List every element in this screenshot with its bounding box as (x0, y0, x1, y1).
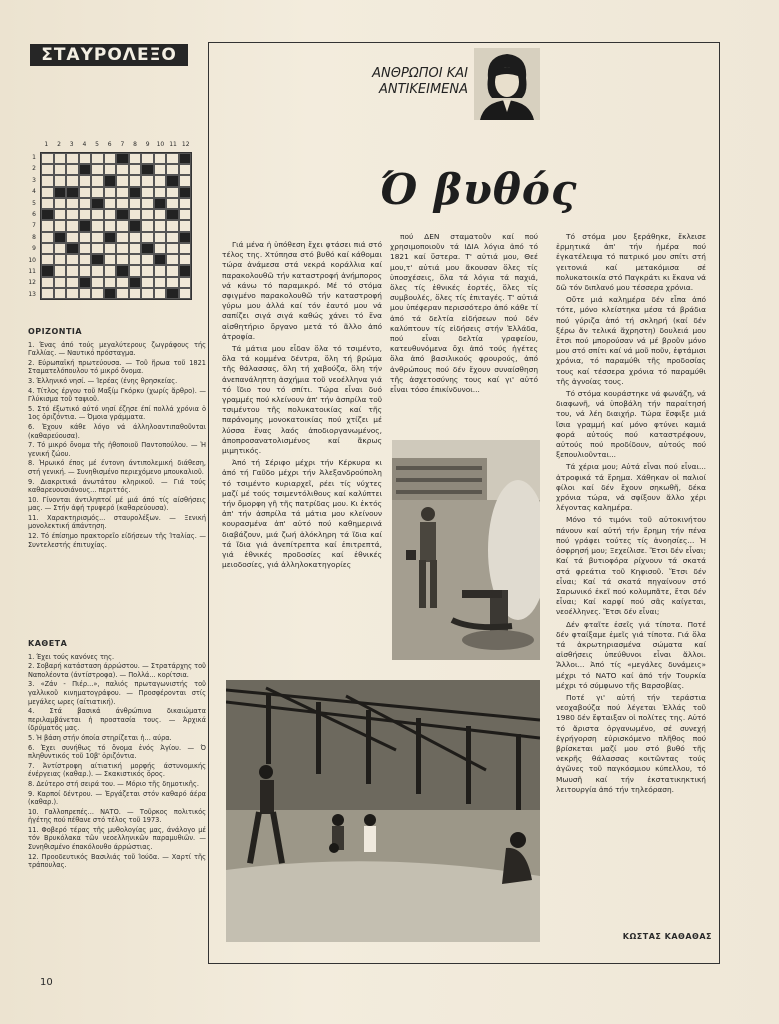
row-numbers (26, 152, 38, 300)
grid-cell[interactable] (116, 277, 129, 288)
grid-cell[interactable] (66, 175, 79, 186)
grid-cell[interactable] (129, 198, 142, 209)
grid-cell[interactable] (154, 175, 167, 186)
grid-cell[interactable] (79, 288, 92, 299)
grid-cell[interactable] (91, 164, 104, 175)
grid-cell[interactable] (41, 153, 54, 164)
column-number: 1 (44, 141, 49, 148)
grid-cell[interactable] (54, 209, 67, 220)
across-heading: ΟΡΙΖΟΝΤΙΑ (28, 327, 83, 336)
grid-cell[interactable] (54, 153, 67, 164)
grid-cell[interactable] (141, 175, 154, 186)
column-rubric: ΑΝΘΡΩΠΟΙ ΚΑΙ ΑΝΤΙΚΕΙΜΕΝΑ (372, 66, 468, 97)
grid-cell[interactable] (179, 220, 192, 231)
grid-cell[interactable] (104, 153, 117, 164)
grid-cell[interactable] (154, 232, 167, 243)
black-square (129, 220, 142, 231)
grid-cell[interactable] (154, 265, 167, 276)
row-number: 11 (28, 267, 36, 275)
grid-cell[interactable] (116, 164, 129, 175)
grid-cell[interactable] (141, 198, 154, 209)
article-byline: ΚΩΣΤΑΣ ΚΑΘΑΘΑΣ (622, 932, 712, 941)
grid-cell[interactable] (41, 277, 54, 288)
clue: 9. Καρποί δέντρου. — Έργάζεται στόν καθαρό άέρα (καθαρ.). (28, 789, 206, 807)
grid-cell[interactable] (141, 232, 154, 243)
clue: 4. Τίτλος έργου τοῦ Μαξίμ Γκόρκυ (χωρίς ἄρθρο). — Γλύκισμα τοῦ ταψιοῦ. (28, 386, 206, 404)
row-number: 9 (32, 245, 36, 253)
column-number: 2 (57, 141, 61, 148)
clue: 8. Ήρωικό έπος μέ έντονη άντιπολεμική διάθεση, στή γενική. — Συνηθισμένο περιεχόμενο μπουκαλιοῦ. (28, 459, 206, 476)
article-column-1 (222, 240, 382, 573)
grid-cell[interactable] (166, 243, 179, 254)
page-number: 10 (40, 977, 53, 988)
grid-cell[interactable] (166, 254, 179, 265)
black-square (66, 243, 79, 254)
grid-cell[interactable] (179, 254, 192, 265)
grid-cell[interactable] (91, 153, 104, 164)
grid-cell[interactable] (141, 288, 154, 299)
grid-cell[interactable] (129, 153, 142, 164)
grid-cell[interactable] (66, 232, 79, 243)
grid-cell[interactable] (91, 277, 104, 288)
grid-cell[interactable] (54, 277, 67, 288)
grid-cell[interactable] (91, 175, 104, 186)
clue: 8. Δεύτερο στή σειρά του. — Μόριο τῆς δημοτικῆς. (28, 779, 199, 788)
grid-cell[interactable] (91, 187, 104, 198)
clue: 12. Προοδευτικός Βασιλιάς τοῦ Ίούδα. — Χαρτί τῆς τράπουλας. (28, 852, 206, 870)
grid-cell[interactable] (104, 198, 117, 209)
grid-cell[interactable] (41, 164, 54, 175)
grid-cell[interactable] (116, 187, 129, 198)
black-square (129, 277, 142, 288)
clue: 2. Σοβαρή κατάσταση άρρώστου. — Στρατάρχης τοῦ Ναπολέοντα (άντίστροφα). — Πολλά... κορίτσια. (28, 662, 206, 679)
column-numbers (40, 140, 192, 150)
grid-cell[interactable] (129, 254, 142, 265)
article-paragraph: Τό στόμα κουράστηκε νά φωνάζη, νά διαφωνῆ, νά ὑποβάλη τήν παραίτησή του, νά λέη διαιχήρ. Τώρα ἔσφιξε μιά ἴσια γραμμή καί μόνο φτύνει καμιά φορά αὐτούς πού καταστρέφουν, αὐτούς πού προδίδουν, αὐτούς πού ξεπουλιοῦνται... (556, 389, 706, 460)
grid-cell[interactable] (154, 164, 167, 175)
grid-cell[interactable] (104, 187, 117, 198)
grid-cell[interactable] (179, 288, 192, 299)
grid-cell[interactable] (41, 254, 54, 265)
clue: 1. Έχει τούς κανόνες της. (28, 652, 115, 661)
row-number: 6 (32, 210, 36, 218)
grid-cell[interactable] (104, 220, 117, 231)
photo-worker-tank (392, 440, 540, 660)
grid-cell[interactable] (104, 265, 117, 276)
grid-cell[interactable] (129, 164, 142, 175)
grid-cell[interactable] (66, 277, 79, 288)
grid-cell[interactable] (79, 265, 92, 276)
article-paragraph: Δέν φταῖτε ἐσεῖς γιά τίποτα. Ποτέ δέν φταίξαμε ἐμεῖς γιά τίποτα. Γιά ὅλα τά ἀκρωτηριασμένα σώματα καί αἰσθήσεις ὑπεύθυνοι εἶναι ἄλλοι. Ἄλλοι... Ἀπό τίς «μεγάλες δυνάμεις» μέχρι τό ΝΑΤΟ καί ἀπό τήν Τουρκία μέχρι τό σύμφωνο τῆς Βαρσοβίας. (556, 619, 706, 690)
grid-cell[interactable] (116, 175, 129, 186)
black-square (179, 153, 192, 164)
grid-cell[interactable] (79, 232, 92, 243)
black-square (54, 187, 67, 198)
grid-cell[interactable] (166, 277, 179, 288)
grid-cell[interactable] (104, 254, 117, 265)
grid-cell[interactable] (79, 175, 92, 186)
grid-cell[interactable] (129, 209, 142, 220)
article-paragraph: Τό στόμα μου ξεράθηκε, ἔκλεισε ἑρμητικά ἀπ' τήν ἡμέρα πού ἐγκατέλειψα τό πατρικό μου σπίτι στή γειτονιά καί μετακόμισα σέ πολυκατοικία στό Παγκράτι κι ἔκανα νά δῶ τόν διπλανό μου τέσσερα χρόνια. (556, 232, 706, 293)
column-number: 8 (133, 141, 137, 148)
grid-cell[interactable] (179, 209, 192, 220)
black-square (179, 187, 192, 198)
column-number: 11 (169, 141, 177, 148)
grid-cell[interactable] (79, 209, 92, 220)
grid-cell[interactable] (116, 198, 129, 209)
black-square (154, 254, 167, 265)
grid-cell[interactable] (54, 198, 67, 209)
article-paragraph: Τά μάτια μου εἶδαν ὅλα τό τσιμέντο, ὅλα τά κομμένα δέντρα, ὅλη τή βρώμα τῆς θάλασσας, ὅλη τή χαβούζα, ὅλη τήν ἀνεπανάληπτη ἀσχήμια τοῦ νεοέλληνα γιά τό ἴδιο του τό σπίτι. Τώρα εἶναι δυό γραμμές πού κλείνουν ἀπ' τήν ἀσπρίλα τοῦ τσιμέντου τῆς πολυκατοικίας καί τῆς παράνομης μονοκατοικίας πού χτίζει μέ λύσσα ἕνας λαός ἀποδιοργανωμένος, ἀποπροσανατολισμένος καί ἄκρως μιμητικός. (222, 344, 382, 456)
grid-cell[interactable] (66, 220, 79, 231)
grid-cell[interactable] (179, 243, 192, 254)
grid-cell[interactable] (179, 277, 192, 288)
grid-cell[interactable] (166, 198, 179, 209)
author-portrait (474, 48, 540, 120)
grid-cell[interactable] (141, 254, 154, 265)
grid-cell[interactable] (66, 153, 79, 164)
black-square (104, 232, 117, 243)
grid-cell[interactable] (54, 243, 67, 254)
article-column-2 (390, 232, 538, 397)
across-clues (28, 328, 206, 550)
clue: 2. Εύρωπαϊκή πρωτεύουσα. — Τοῦ ἥρωα τοῦ 1821 Σταματελόπουλου τό μικρό ὄνομα. (28, 358, 206, 376)
column-number: 12 (181, 141, 190, 148)
black-square (179, 232, 192, 243)
grid-cell[interactable] (179, 198, 192, 209)
grid-cell[interactable] (166, 232, 179, 243)
grid-cell[interactable] (91, 265, 104, 276)
grid-cell[interactable] (104, 277, 117, 288)
black-square (116, 265, 129, 276)
grid-cell[interactable] (91, 220, 104, 231)
black-square (79, 220, 92, 231)
grid-cell[interactable] (66, 209, 79, 220)
clue: 6. Έχουν κάθε λόγο νά άλληλοαντιπαθοῦνται (καθαρεύουσα). (28, 422, 206, 440)
article-headline: Ό βυθός (380, 165, 578, 214)
grid-cell[interactable] (66, 288, 79, 299)
column-number: 4 (82, 141, 87, 148)
clue: 1. Ένας άπό τούς μεγαλύτερους ζωγράφους τής Γαλλίας. — Ναυτικό πρόσταγμα. (28, 340, 206, 358)
grid-cell[interactable] (141, 220, 154, 231)
photo-worker-tank-image (392, 440, 540, 660)
article-column-3 (556, 232, 706, 797)
clue: 9. Διακριτικά άνωτάτου κληρικοῦ. — Γιά τούς καθαρευουσιάνους... περιττός. (28, 477, 206, 495)
black-square (41, 265, 54, 276)
clue: 3. «Ζάν - Πιέρ...», παλιός πρωταγωνιστής τοῦ γαλλικοῦ κινηματογράφου. — Προσφέρονται στίς μεγάλες ωρες (αίτιατική). (28, 680, 206, 706)
grid-cell[interactable] (104, 243, 117, 254)
article-paragraph: Ἀπό τή Σέριφο μέχρι τήν Κέρκυρα κι ἀπό τή Γαῦδο μέχρι τήν Ἀλεξανδρούπολη τό τσιμέντο κυριαρχεῖ, ρέει τίς νύχτες μαζί μέ τούς τσιμεντόλιθους καί καλύπτει τήν ὄμορφη γῆ τῆς πατρίδας μου. Κι ἐκτός ἀπ' τήν ἀσπρίλα τά μάτια μου κλείνουν κουρασμένα ἀπ' αὐτό πού καθημερινά διαβάζουν, μιά ζωή ἀλόκληρη τά ἴδια καί τά ἴδια γιά ἀνεπίτρεπτα καί ἐπιτρεπτά, γιά ἐθνικές προδοσίες καί ἐθνικές μειοδοσίες, γιά ἀλληλοκατηγορίες (222, 458, 382, 570)
grid-cell[interactable] (129, 243, 142, 254)
black-square (179, 265, 192, 276)
black-square (79, 164, 92, 175)
grid-cell[interactable] (154, 243, 167, 254)
grid-cell[interactable] (91, 243, 104, 254)
black-square (129, 187, 142, 198)
grid-cell[interactable] (91, 232, 104, 243)
article-paragraph: Μόνο τό τιμόνι τοῦ αὐτοκινήτου πάνουν καί αὐτή τήν ἔρημη τήν πένα πού γράφει τούτες τίς ἀνοησίες... Ἡ ὀσφρησή μου; Ξεχείλισε. Ἔτσι δέν εἶναι; Καί τά βυτιοφόρα ρίχνουν τά σκατά στά φρεάτια τοῦ Κηφισοῦ. Ἔτσι δέν εἶναι; Καί τά σκατά πηγαίνουν στό Σαρωνικό ἐκεῖ πού κολυμπᾶτε, ἔτσι δέν εἶναι; Καί καρφί πού σᾶς καίγεται, νεοέλληνες. Ἔτσι δέν εἶναι; (556, 515, 706, 617)
clue: 11. Χαρακτηρισμός... σταυρολέξων. — Ξενική μονολεκτική άπάντηση. (28, 513, 206, 531)
black-square (54, 232, 67, 243)
row-number: 13 (28, 290, 36, 298)
grid-cell[interactable] (129, 232, 142, 243)
portrait-image (474, 48, 540, 120)
row-number: 4 (32, 188, 36, 196)
grid-cell[interactable] (166, 153, 179, 164)
down-clues (28, 640, 206, 871)
row-number: 2 (32, 165, 36, 173)
grid-cell[interactable] (41, 220, 54, 231)
grid-cell[interactable] (91, 288, 104, 299)
grid-cell[interactable] (41, 198, 54, 209)
grid-cell[interactable] (54, 265, 67, 276)
grid-cell[interactable] (79, 187, 92, 198)
black-square (154, 198, 167, 209)
grid-cell[interactable] (179, 164, 192, 175)
grid-cell[interactable] (104, 209, 117, 220)
column-number: 6 (107, 141, 112, 148)
grid-cell[interactable] (129, 265, 142, 276)
grid-cell[interactable] (154, 209, 167, 220)
grid-cell[interactable] (166, 220, 179, 231)
black-square (141, 243, 154, 254)
grid-cell[interactable] (141, 187, 154, 198)
grid-cell[interactable] (79, 243, 92, 254)
grid-cell[interactable] (66, 164, 79, 175)
black-square (91, 198, 104, 209)
crossword-grid[interactable] (40, 152, 192, 300)
photo-pier-beach (226, 680, 540, 942)
crossword-grid-block (26, 140, 196, 300)
grid-cell[interactable] (79, 198, 92, 209)
row-number: 1 (32, 154, 36, 161)
grid-cell[interactable] (41, 288, 54, 299)
black-square (116, 209, 129, 220)
grid-cell[interactable] (129, 288, 142, 299)
grid-cell[interactable] (116, 220, 129, 231)
clue: 5. Ἡ βάση στήν όποία στηρίζεται ἡ... αύρα. (28, 733, 172, 742)
grid-cell[interactable] (116, 232, 129, 243)
grid-cell[interactable] (54, 220, 67, 231)
grid-cell[interactable] (104, 164, 117, 175)
grid-cell[interactable] (116, 288, 129, 299)
black-square (166, 175, 179, 186)
grid-cell[interactable] (154, 153, 167, 164)
clue: 10. Γαλλοπρεπές... ΝΑΤΟ. — Τοῦρκος πολιτικός ἡγέτης πού πέθανε στό τέλος τοῦ 1973. (28, 807, 206, 825)
black-square (116, 153, 129, 164)
article-paragraph: Τά χέρια μου; Αὐτά εἶναι πού εἶναι... ἀτροφικά τά ἔρημα. Χάθηκαν οἱ παλιοί φίλοι καί δέν ἔχουν σηκωθῆ, δέκα χρόνια τώρα, νά σφίξουν ἄλλο χέρι λέγοντας καλημέρα. (556, 462, 706, 513)
down-heading: ΚΑΘΕΤΑ (28, 639, 68, 648)
article-paragraph: πού ΔΕΝ σταματοῦν καί πού χρησιμοποιοῦν τά ΙΔΙΑ λόγια ἀπό τό 1821 καί ὕστερα. Τ' αὐτιά μου, Θεέ μου,τ' αὐτιά μου ἄκουσαν ὅλες τίς ὑποσχέσεις, ὅλα τά λόγια τά παχιά, ὅλες τίς ἐθνικές ἑορτές, ὅλες τίς συμβουλές, ὅλες τίς ἐπιταγές. Τ' αὐτιά μου ὑπέφεραν περισσότερο ἀπό κάθε τί ἀπό τά δελτία εἰδήσεων πού δέν καλύπτουν τίς εἰδήσεις στήν Ἑλλάδα, πού εἶναι δελτία γραφείου, κατευθυνόμενα ὄχι ἀπό τούς ἡγέτες ὅλα ἀπό βασιλικούς φρουρούς, ἀπό ἀνθρώπους πού δέν ἔχουν συναίσθηση τῆς ἀσχετοσύνης τους καί γι' αὐτό εἶναι τόσο ἐπικίνδυνοι... (390, 232, 538, 395)
row-number: 3 (32, 176, 36, 184)
black-square (104, 175, 117, 186)
column-number: 10 (156, 141, 165, 148)
grid-cell[interactable] (179, 175, 192, 186)
article-paragraph: Οὔτε μιά καλημέρα δέν εἶπα ἀπό τότε, μόνο κλείστηκα μέσα τά βράδια πού γύριζα ἀπό τή σκληρή (καί δέν ξέρω ἄν τελικά ἄχρηστη) δουλειά μου ἔτσι πού μπορούσαν νά μέ βροῦν μόνο μου στό σπίτι καί νά μοῦ ποῦν, ἐφτάμισι χρόνια, τό παραμύθι τῆς προδοσίας τους καί τέσσερα χρόνια τό παραμύθι τῆς ἀγνοίας τους. (556, 295, 706, 386)
grid-cell[interactable] (66, 254, 79, 265)
row-number: 5 (32, 199, 36, 207)
grid-cell[interactable] (154, 288, 167, 299)
grid-cell[interactable] (166, 265, 179, 276)
crossword-title: ΣΤΑΥΡΟΛΕΞΟ (30, 44, 188, 66)
row-number: 10 (28, 256, 36, 264)
column-number: 5 (95, 141, 99, 148)
grid-cell[interactable] (66, 265, 79, 276)
clue: 6. Έχει συνήθως τό ὄνομα ἑνός Άγίου. — Ό πληθυντικός τοῦ 10β' ὁριζόντια. (28, 743, 206, 761)
grid-cell[interactable] (54, 175, 67, 186)
grid-cell[interactable] (154, 277, 167, 288)
black-square (79, 277, 92, 288)
grid-cell[interactable] (166, 187, 179, 198)
column-number: 3 (69, 141, 74, 148)
article-paragraph: Γιά μένα ἡ ὑπόθεση ἔχει φτάσει πιά στό τέλος της. Χτύπησα στό βυθό καί κάθομαι τώρα ἀνάμεσα στά νεκρά κοράλλια καί παρακολουθῶ τήν καταστροφή ἀνήμπορος νά κάνω τό παραμικρό. Μέ τό στόμα σφιγμένο παρακολουθῶ τήν καταστροφή γύρω μου ἀλλά καί τόν ἑαυτό μου νά σαπίζει σιγά σιγά καθώς χάνει τό ἕνα αἰσθητήριο ὄργανο μετά τό ἄλλο ἀπό ἀτροφία. (222, 240, 382, 341)
clue: 4. Στά βασικά άνθρώπινα δικαιώματα περιλαμβάνεται ἡ προστασία τους. — Άρχικά ίδρύματός μας. (28, 707, 206, 733)
grid-cell[interactable] (41, 243, 54, 254)
grid-cell[interactable] (141, 153, 154, 164)
clue: 3. Έλληνικό νησί. — Ίερέας (ένης θρησκείας. (28, 376, 178, 385)
grid-cell[interactable] (141, 209, 154, 220)
clue: 5. Στό έξωτικό αύτό νησί έζησε έπί πολλά χρόνια ὁ 1ος ὁριζόντια. — Όμοια γράμματα. (28, 404, 206, 422)
grid-cell[interactable] (91, 209, 104, 220)
grid-cell[interactable] (54, 254, 67, 265)
grid-cell[interactable] (54, 164, 67, 175)
grid-cell[interactable] (41, 187, 54, 198)
photo-pier-beach-image (226, 680, 540, 942)
grid-cell[interactable] (116, 243, 129, 254)
show-through-text (545, 50, 715, 110)
column-number: 9 (145, 141, 150, 148)
grid-cell[interactable] (154, 220, 167, 231)
grid-cell[interactable] (141, 265, 154, 276)
grid-cell[interactable] (41, 175, 54, 186)
grid-cell[interactable] (116, 254, 129, 265)
column-number: 7 (120, 141, 125, 148)
clue: 10. Γίνονται άντιληπτοί μέ μιά άπό τίς αίσθήσεις μας. — Στήν άφή τρυφερό (καθαρεύουσα). (28, 495, 206, 513)
black-square (104, 288, 117, 299)
grid-cell[interactable] (166, 164, 179, 175)
clue: 7. Τό μικρό ὄνομα τῆς ἠθοποιοῦ Παντοπούλου. — Ἡ γενική ζώου. (28, 441, 206, 458)
black-square (91, 254, 104, 265)
black-square (166, 209, 179, 220)
black-square (41, 209, 54, 220)
grid-cell[interactable] (129, 175, 142, 186)
clue: 7. Άντίστροφη αίτιατική μορφής άστυνομικής ένέργειας (καθαρ.). — Σκακιστικός ὅρος. (28, 761, 206, 779)
row-number: 8 (32, 233, 36, 241)
grid-cell[interactable] (79, 254, 92, 265)
black-square (141, 164, 154, 175)
grid-cell[interactable] (79, 153, 92, 164)
row-number: 12 (28, 279, 36, 287)
black-square (166, 288, 179, 299)
grid-cell[interactable] (54, 288, 67, 299)
row-number: 7 (32, 222, 36, 230)
black-square (66, 187, 79, 198)
grid-cell[interactable] (154, 187, 167, 198)
grid-cell[interactable] (66, 198, 79, 209)
clue: 11. Φοβερό τέρας τῆς μυθολογίας μας, άνάλογο μέ τόν Βρυκόλακα τῶν νεοελληνικῶν παραμυθιῶν. — Συνηθισμένο έπακόλουθο άρρώστιας. (28, 825, 206, 852)
clue: 12. Τό έπίσημο πρακτορεῖο είδήσεων τῆς Ίταλίας. — Συντελεστής έπιτυχίας. (28, 532, 206, 549)
grid-cell[interactable] (141, 277, 154, 288)
article-paragraph: Ποτέ γι' αὐτή τήν τεράστια νεοχαβούζα πού λέγεται Ἑλλάς τοῦ 1980 δέν ἔφταιξαν οἱ πολίτες της. Αὐτό τό ἄριστα ὀργανωμένο, σέ συνεχή ἐγρήγορση εὐρισκόμενο πλῆθος πού βρίσκεται μαζί μου στό βυθό τῆς νεκρῆς θάλασσας κοιτῶντας τούς ἀγῶνες τοῦ παγκόσμιου κύπελλου, τό Μωυσῆ καί τήν ἐκστατικηκτική λειτουργία ἀπό τήν τηλεόραση. (556, 692, 706, 794)
grid-cell[interactable] (41, 232, 54, 243)
